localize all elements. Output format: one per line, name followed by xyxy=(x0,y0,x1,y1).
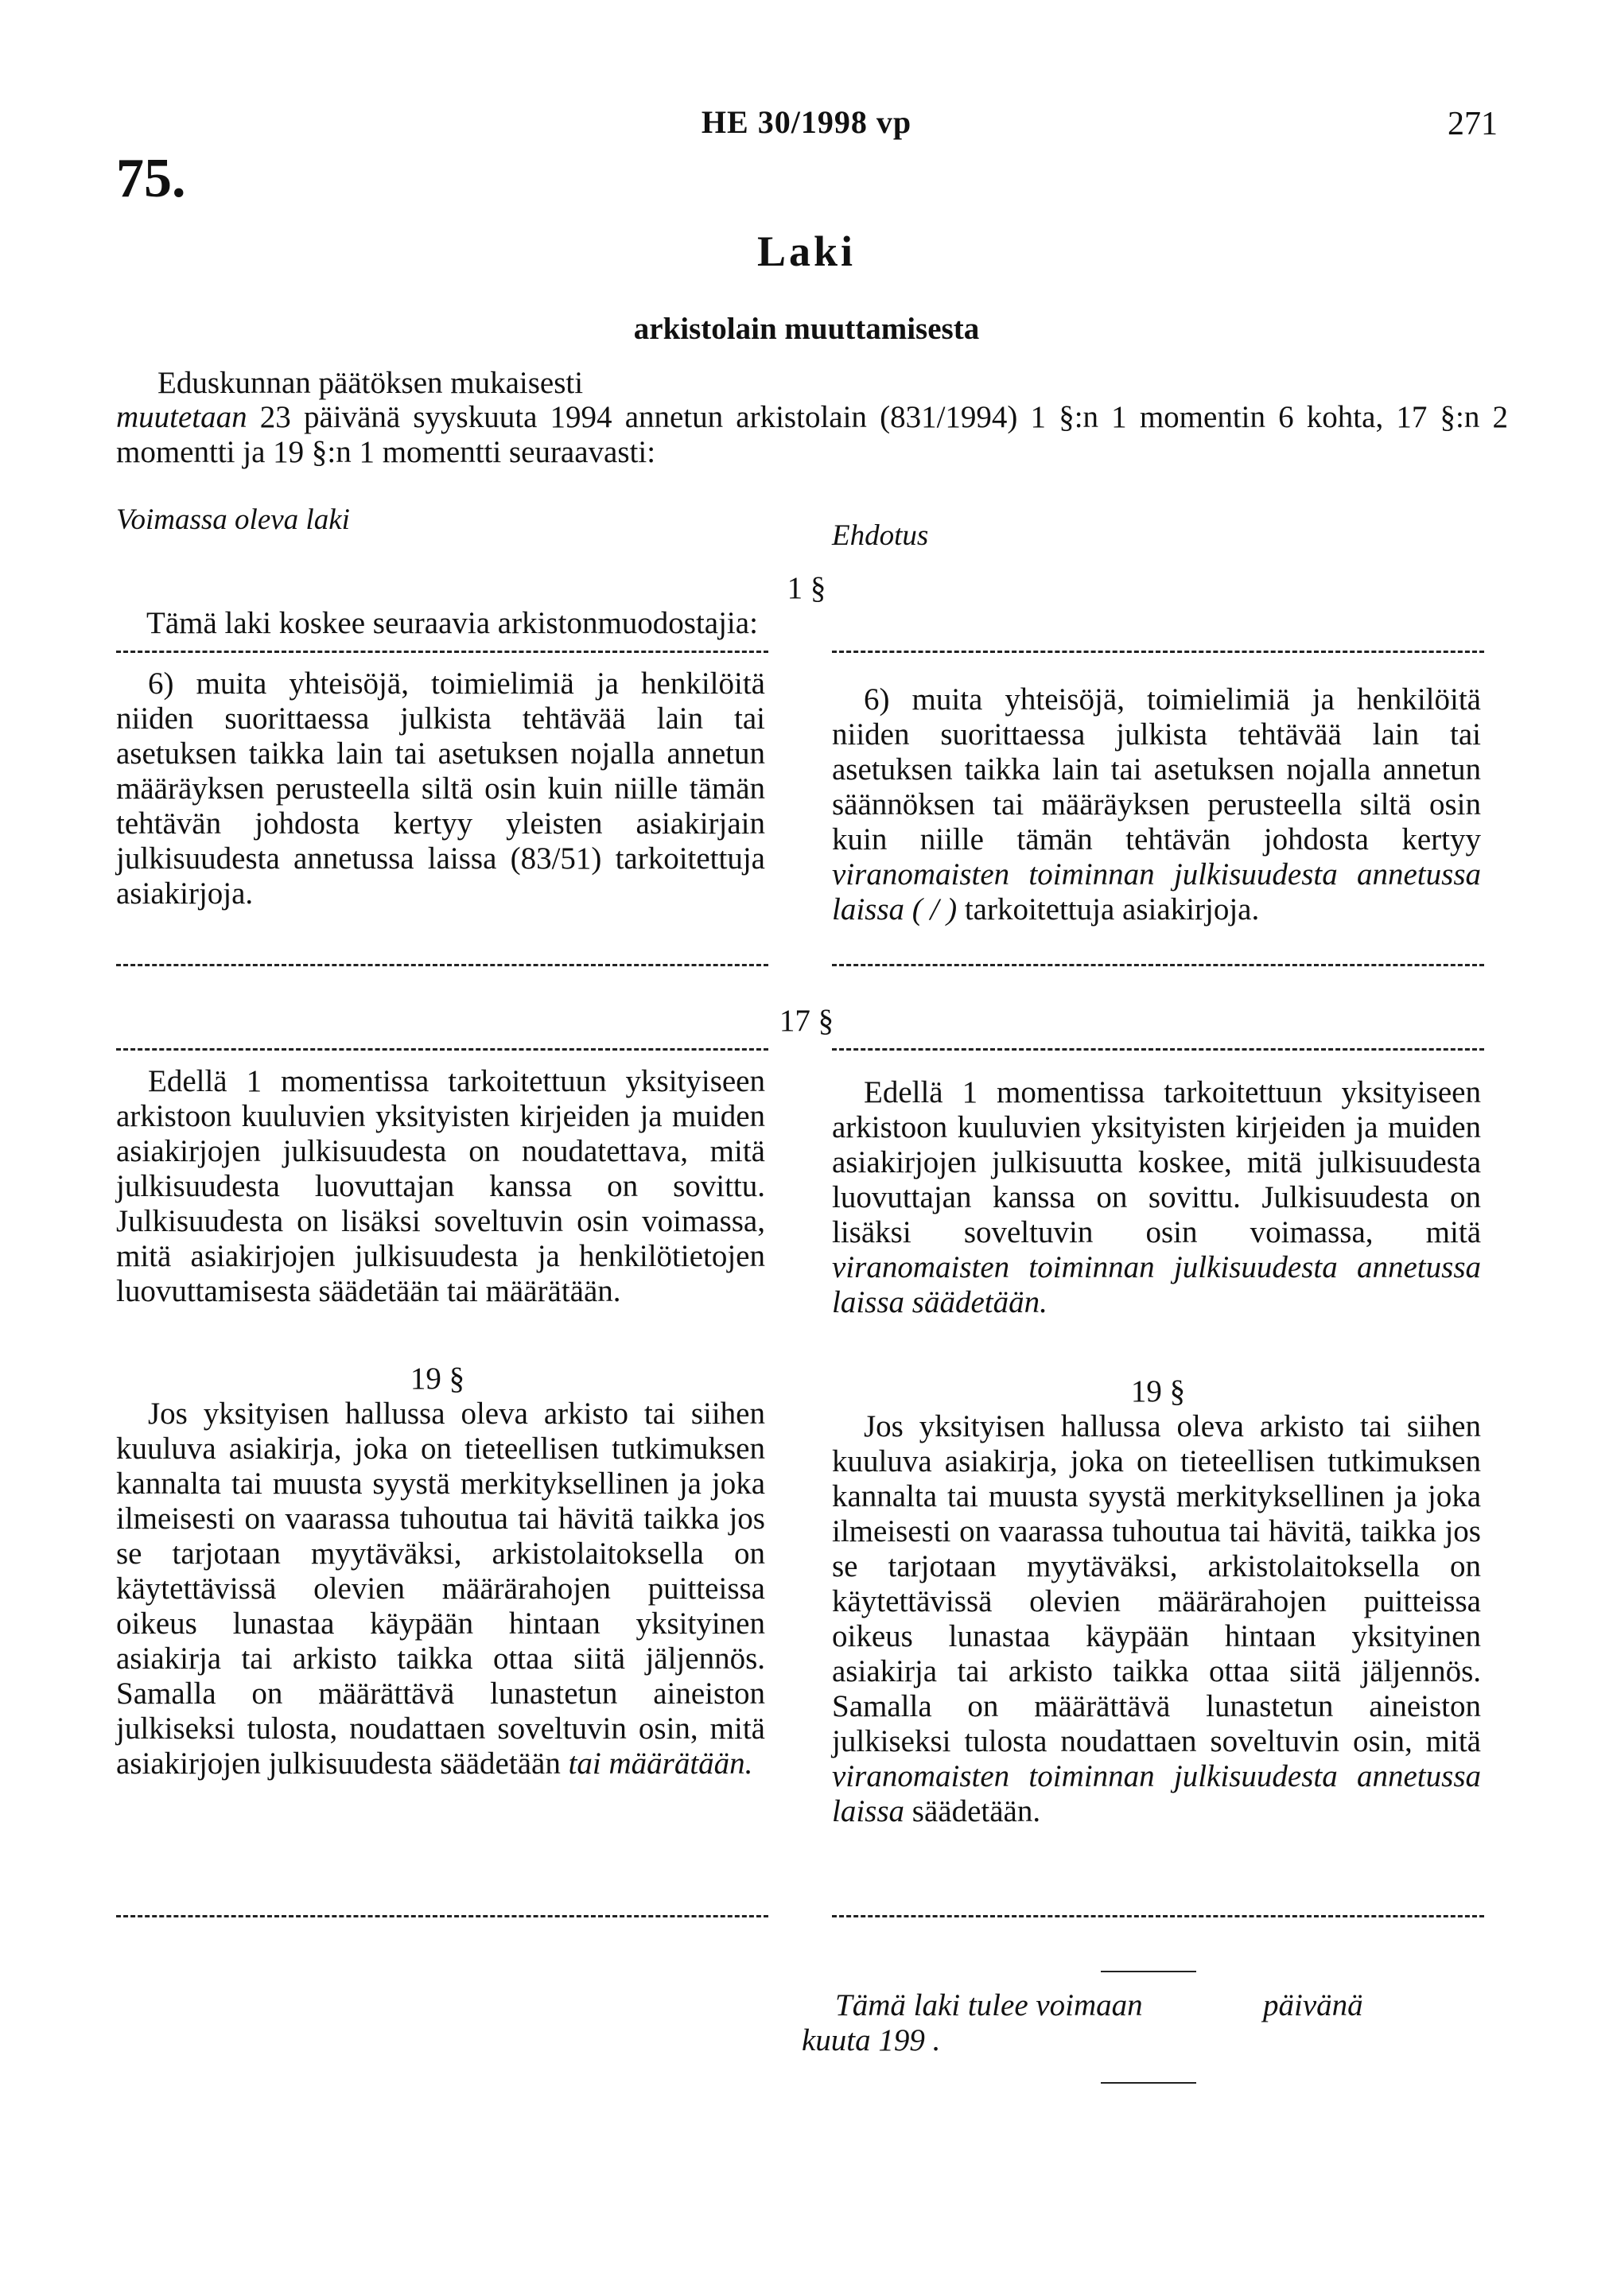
section-17-left-text: Edellä 1 momentissa tarkoitettuun yksityiseen arkistoon kuuluvien yksityisten kirjeiden ja muiden asiakirjojen julkisuudesta on noudatettava, mitä julkisuudesta luovuttajan kanssa on sovittu. Julkisuudesta on lisäksi soveltuvin osin voimassa, mitä asiakirjojen julkisuudesta ja henkilötietojen luovuttamisesta säädetään tai määrätään. xyxy=(116,1064,765,1308)
law-title: Laki xyxy=(756,227,857,275)
section-19-left-plain: Jos yksityisen hallussa oleva arkisto tai siihen kuuluva asiakirja, joka on tieteellisen tutkimuksen kannalta tai muusta syystä merkityksellinen ja joka ilmeisesti on vaarassa tuhoutua tai hävitä taikka jos se tarjotaan myytäväksi, arkistolaitoksella on käytettävissä olevien määrärahojen puitteissa oikeus lunastaa käypään hintaan yksityinen asiakirja tai arkisto taikka ottaa siitä jäljennös. Samalla on määrättävä lunastetun aineiston julkiseksi tulosta, noudattaen soveltuvin osin, mitä asiakirjojen julkisuudesta säädetään xyxy=(116,1397,765,1781)
separator-line xyxy=(1101,2082,1196,2084)
section-1-right-law-ref: viranomaisten toiminnan julkisuudesta annetussa laissa ( / ) xyxy=(832,857,1481,927)
entry-into-force-a: Tämä laki tulee voimaan xyxy=(835,1988,1143,2022)
section-1-heading: 1 § xyxy=(787,571,826,605)
omission-line xyxy=(832,964,1484,966)
right-column-heading: Ehdotus xyxy=(832,519,929,552)
entry-into-force-date: kuuta 199 . xyxy=(802,2023,941,2057)
section-17-right-plain: Edellä 1 momentissa tarkoitettuun yksityiseen arkistoon kuuluvien yksityisten kirjeiden ja muiden asiakirjojen julkisuutta koskee, mitä julkisuudesta luovuttajan kanssa on sovittu. Julkisuudesta on lisäksi soveltuvin osin voimassa, mitä xyxy=(832,1075,1481,1249)
page-number: 271 xyxy=(1448,106,1498,142)
omission-line xyxy=(116,651,768,653)
section-17-right-text xyxy=(832,1075,1481,1320)
section-1-right-plain: 6) muita yhteisöjä, toimielimiä ja henkilöitä niiden suorittaessa julkista tehtävää lain tai asetuksen taikka lain tai asetuksen nojalla annetun säännöksen tai määräyksen perusteella siltä osin kuin niille tämän tehtävän johdosta kertyy xyxy=(832,682,1481,857)
omission-line xyxy=(116,1048,768,1051)
section-17-heading: 17 § xyxy=(779,1004,834,1038)
separator-line xyxy=(1101,1971,1196,1972)
left-column-heading: Voimassa oleva laki xyxy=(116,503,350,536)
section-1-intro: Tämä laki koskee seuraavia arkistonmuodostajia: xyxy=(146,606,758,640)
section-19-left-italic: tai määrätään. xyxy=(568,1746,753,1781)
intro-paragraph xyxy=(116,400,1508,470)
intro-lead-word: muutetaan xyxy=(116,400,247,434)
section-19-right-law-ref: viranomaisten toiminnan julkisuudesta annetussa laissa xyxy=(832,1759,1481,1828)
omission-line xyxy=(832,651,1484,653)
omission-line xyxy=(116,964,768,966)
intro-line: Eduskunnan päätöksen mukaisesti xyxy=(157,366,584,400)
section-1-left-text: 6) muita yhteisöjä, toimielimiä ja henkilöitä niiden suorittaessa julkista tehtävää lain tai asetuksen taikka lain tai asetuksen nojalla annetun määräyksen perusteella siltä osin kuin niille tämän tehtävän johdosta kertyy yleisten asiakirjain julkisuudesta annetussa laissa (83/51) tarkoitettuja asiakirjoja. xyxy=(116,666,765,911)
section-1-right-end: tarkoitettuja asiakirjoja. xyxy=(957,892,1260,927)
section-19-right-plain: Jos yksityisen hallussa oleva arkisto tai siihen kuuluva asiakirja, joka on tieteellisen tutkimuksen kannalta tai muusta syystä merkityksellinen ja joka ilmeisesti on vaarassa tuhoutua tai hävitä, taikka jos se tarjotaan myytäväksi, arkistolaitoksella on käytettävissä olevien määrärahojen puitteissa oikeus lunastaa käypään hintaan yksityinen asiakirja tai arkisto taikka ottaa siitä jäljennös. Samalla on määrättävä lunastetun aineiston julkiseksi tulosta noudattaen soveltuvin osin, mitä xyxy=(832,1409,1481,1758)
omission-line xyxy=(832,1048,1484,1051)
section-19-right-heading: 19 § xyxy=(1130,1374,1186,1408)
document-header: HE 30/1998 vp xyxy=(701,104,912,140)
section-19-left-text xyxy=(116,1397,765,1781)
section-19-right-end: säädetään. xyxy=(904,1794,1041,1828)
law-subtitle: arkistolain muuttamisesta xyxy=(633,312,980,346)
section-19-left-heading: 19 § xyxy=(410,1362,465,1396)
section-1-right-text xyxy=(832,682,1481,927)
document-number: 75. xyxy=(116,148,186,209)
omission-line xyxy=(832,1915,1484,1917)
section-19-right-text xyxy=(832,1409,1481,1829)
omission-line xyxy=(116,1915,768,1917)
entry-into-force-b: päivänä xyxy=(1263,1988,1363,2022)
section-17-right-law-ref: viranomaisten toiminnan julkisuudesta annetussa laissa säädetään. xyxy=(832,1250,1481,1319)
intro-text: 23 päivänä syyskuuta 1994 annetun arkistolain (831/1994) 1 §:n 1 momentin 6 kohta, 17 §:n 2 momentti ja 19 §:n 1 momentti seuraavasti: xyxy=(116,400,1508,469)
